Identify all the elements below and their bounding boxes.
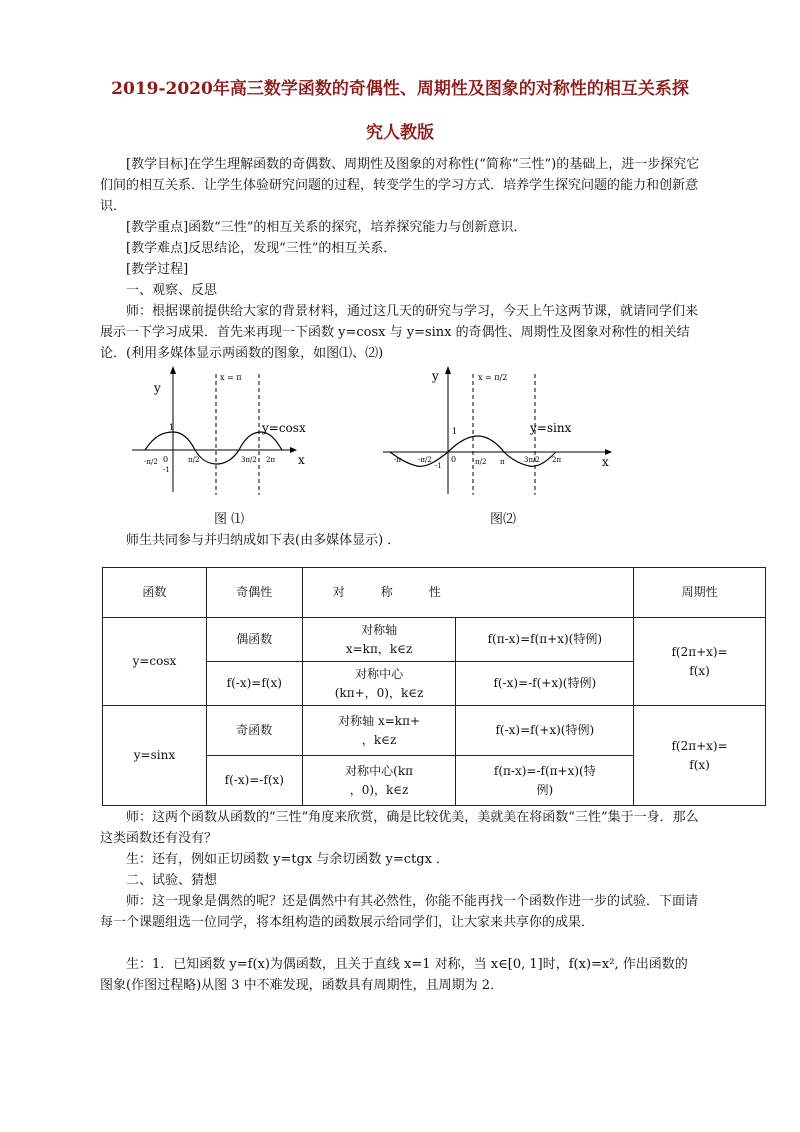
teaching-difficulty: [教学难点]反思结论，发现“三性”的相互关系． [126,241,397,256]
figure1-caption: 图 ⑴ [214,512,245,527]
cos-period: f(2π+x)= f(x) [634,618,766,706]
header-parity: 奇偶性 [206,568,302,618]
teaching-process-heading: [教学过程] [126,262,189,277]
teacher-paragraph-2: 师：这两个函数从函数的“三性”角度来欣赏，确是比较优美，美就美在将函数“三性”集于一身．那么这类函数还有没有？ [100,810,699,846]
label-one: 1 [169,423,175,432]
cos-parity-name: 偶函数 [206,618,302,662]
x-axis-label: x [602,455,609,469]
label-origin: 0 [451,455,457,464]
tick-label-three-half-pi: 3π/2 [241,456,257,464]
document-title-line2: 究人教版 [366,123,434,143]
table-intro: 师生共同参与并归纳成如下表(由多媒体显示) ． [126,533,401,548]
y-axis-label: y [432,369,439,383]
header-function: 函数 [103,568,207,618]
y-axis-label: y [154,381,161,395]
label-neg-one: -1 [163,466,170,474]
y-axis-arrow [445,366,451,374]
label-one: 1 [452,427,458,436]
label-origin: 0 [163,455,169,464]
sin-center: 对称中心(kπ ，0)，k∈z [302,756,456,806]
figure-cos-graph [130,362,320,497]
curve-label: y=sinx [530,421,572,435]
header-period: 周期性 [634,568,766,618]
figure-sin-graph [380,362,630,497]
table-header-row [103,568,766,618]
tick-label-pi: π [500,458,505,466]
tick-label-half-pi: π/2 [475,458,487,466]
teaching-goal: [教学目标]在学生理解函数的奇偶数、周期性及图象的对称性(“简称“三性”)的基础上，进一步探究它们间的相互关系．让学生体验研究问题的过程，转变学生的学习方式．培养学生探究问题的能力和创新意识． [100,157,700,214]
properties-table [102,567,766,806]
sin-parity-formula: f(-x)=-f(x) [206,756,302,806]
x-axis-label: x [298,453,305,467]
line-label: x = π [220,373,242,382]
tick-label-neg-half-pi: -π/2 [144,458,158,466]
sin-period: f(2π+x)= f(x) [634,706,766,806]
tick-label-two-pi: 2π [266,456,276,464]
sin-axis: 对称轴 x=kπ+ ，k∈z [302,706,456,756]
sin-axis-example: f(-x)=f(+x)(特例) [456,706,634,756]
cos-function-name: y=cosx [103,618,207,706]
sin-function-name: y=sinx [103,706,207,806]
y-axis-arrow [170,366,176,374]
cos-center: 对称中心 (kπ+，0)，k∈z [302,662,456,706]
header-symmetry: 对 称 性 [302,568,633,618]
sin-center-example: f(π-x)=-f(π+x)(特 例) [456,756,634,806]
cos-center-example: f(-x)=-f(+x)(特例) [456,662,634,706]
x-axis-arrow [290,447,297,453]
tick-label-half-pi: π/2 [188,456,200,464]
sin-parity-name: 奇函数 [206,706,302,756]
curve-label: y=cosx [262,421,306,435]
tick-label-three-half-pi: 3π/2 [524,456,540,464]
student-paragraph-2: 生：1．已知函数 y=f(x)为偶函数，且关于直线 x=1 对称，当 x∈[0, 1]时，f(x)=x², 作出函数的图象(作图过程略)从图 3 中不难发现，函数具有周期性，且周期为 2． [100,957,688,993]
teacher-paragraph-1: 师：根据课前提供给大家的背景材料，通过这几天的研究与学习，今天上午这两节课，就请同学们来展示一下学习成果．首先来再现一下函数 y=cosx 与 y=sinx 的奇偶性、周期性及图象对称性的相关结论．(利用多媒体显示两函数的图象，如图⑴、⑵) [100,304,699,361]
table-row [103,618,766,662]
figure2-caption: 图⑵ [490,512,517,527]
cos-axis: 对称轴 x=kπ，k∈z [302,618,456,662]
tick-label-neg-half-pi: -π/2 [418,456,432,464]
table-row [103,706,766,756]
tick-label-neg-pi: -π [394,456,401,464]
section-heading-observe: 一、观察、反思 [126,283,218,298]
student-paragraph-1: 生：还有，例如正切函数 y=tgx 与余切函数 y=ctgx ． [126,852,450,867]
cos-parity-formula: f(-x)=f(x) [206,662,302,706]
tick-label-two-pi: 2π [552,456,562,464]
cos-axis-example: f(π-x)=f(π+x)(特例) [456,618,634,662]
section-heading-experiment: 二、试验、猜想 [126,873,218,888]
line-label: x = π/2 [478,373,508,382]
teaching-key-point: [教学重点]函数“三性”的相互关系的探究，培养探究能力与创新意识． [126,220,527,235]
label-neg-one: -1 [435,462,442,470]
document-title-line1: 2019-2020年高三数学函数的奇偶性、周期性及图象的对称性的相互关系探 [111,79,689,99]
teacher-paragraph-3: 师：这一现象是偶然的呢？还是偶然中有其必然性，你能不能再找一个函数作进一步的试验．下面请每一个课题组选一位同学，将本组构造的函数展示给同学们，让大家来共享你的成果． [100,894,699,930]
